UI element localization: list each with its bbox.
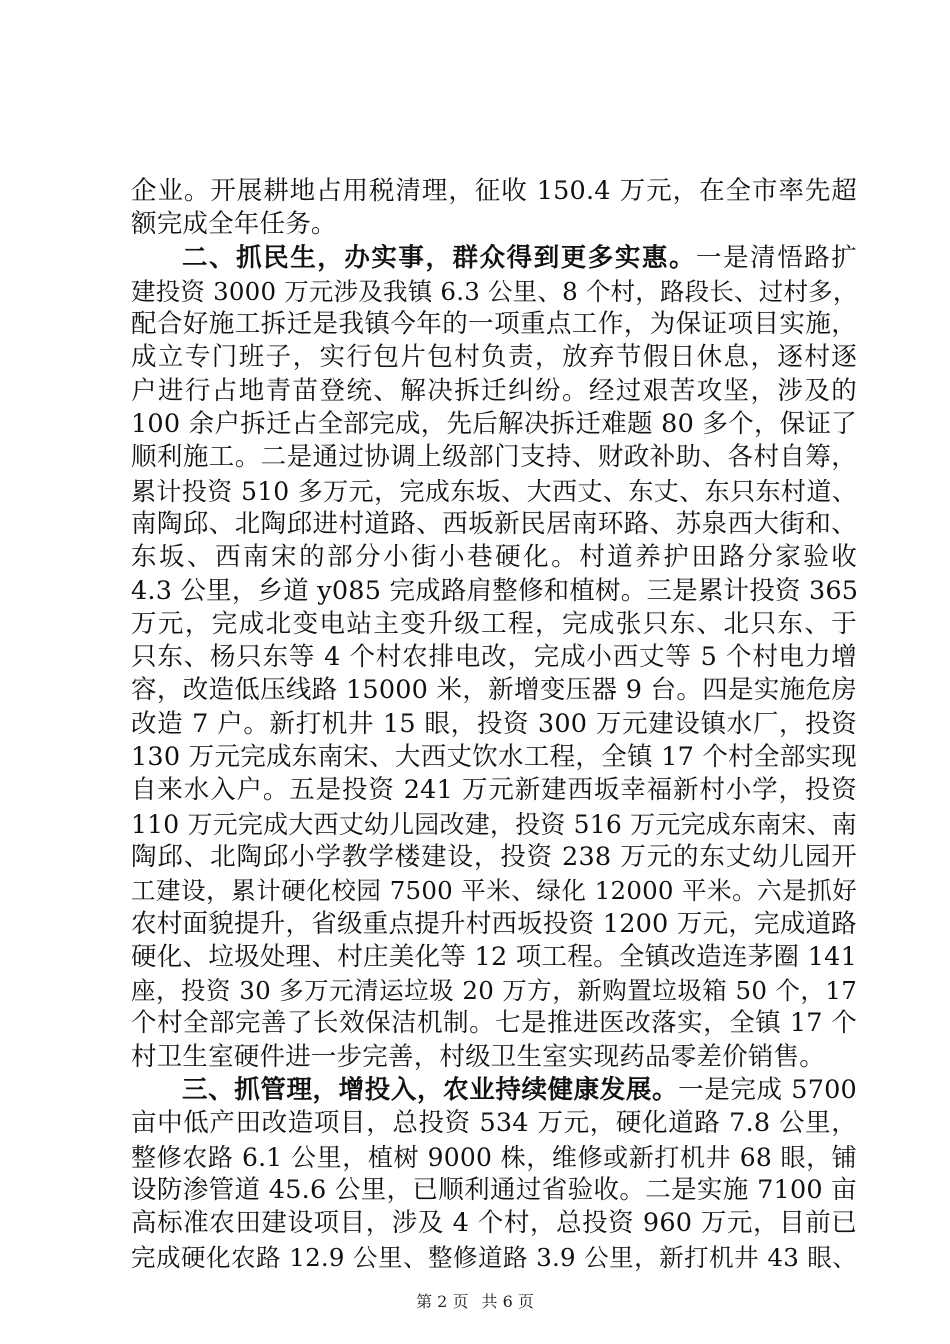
line-text: 亩中低产田改造项目，总投资 534 万元，硬化道路 7.8 公里， xyxy=(131,1108,857,1139)
text-line xyxy=(131,508,857,541)
text-line xyxy=(131,441,857,474)
text-line xyxy=(131,541,857,574)
line-text: 只东、杨只东等 4 个村农排电改，完成小西丈等 5 个村电力增 xyxy=(131,642,857,673)
document-body xyxy=(131,175,857,1274)
text-line xyxy=(131,575,857,608)
line-text: 设防渗管道 45.6 公里，已顺利通过省验收。二是实施 7100 亩 xyxy=(131,1174,857,1205)
text-line xyxy=(131,1074,857,1107)
page-footer xyxy=(0,1292,950,1312)
text-line xyxy=(131,608,857,641)
text-line xyxy=(131,874,857,907)
text-line xyxy=(131,641,857,674)
text-line xyxy=(131,1107,857,1140)
line-text: 企业。开展耕地占用税清理，征收 150.4 万元，在全市率先超 xyxy=(131,176,857,206)
text-line xyxy=(131,774,857,807)
page-number: 第 2 页 xyxy=(416,1292,469,1311)
line-text: 一是清悟路扩 xyxy=(696,242,857,273)
text-line xyxy=(131,1141,857,1174)
text-line xyxy=(131,375,857,408)
text-line xyxy=(131,808,857,841)
line-text: 容，改造低压线路 15000 米，新增变压器 9 台。四是实施危房 xyxy=(131,675,857,706)
line-text: 高标准农田建设项目，涉及 4 个村，总投资 960 万元，目前已 xyxy=(131,1208,857,1239)
text-line xyxy=(131,1241,857,1274)
line-text: 顺利施工。二是通过协调上级部门支持、财政补助、各村自筹， xyxy=(131,442,857,473)
text-line xyxy=(131,242,857,275)
line-text: 改造 7 户。新打机井 15 眼，投资 300 万元建设镇水厂，投资 xyxy=(131,708,857,739)
text-line xyxy=(131,908,857,941)
line-text: 农村面貌提升，省级重点提升村西坂投资 1200 万元，完成道路 xyxy=(131,908,857,939)
text-line xyxy=(131,175,857,208)
line-text: 配合好施工拆迁是我镇今年的一项重点工作，为保证项目实施， xyxy=(131,309,857,340)
text-line xyxy=(131,341,857,374)
line-text: 硬化、垃圾处理、村庄美化等 12 项工程。全镇改造连茅圈 141 xyxy=(131,941,857,972)
section-heading: 二、抓民生，办实事，群众得到更多实惠。 xyxy=(182,242,697,273)
line-text: 南陶邱、北陶邱进村道路、西坂新民居南环路、苏泉西大街和、 xyxy=(131,508,857,539)
text-line xyxy=(131,408,857,441)
text-line xyxy=(131,1007,857,1040)
line-text: 130 万元完成东南宋、大西丈饮水工程，全镇 17 个村全部实现 xyxy=(131,742,857,773)
text-line xyxy=(131,308,857,341)
text-line xyxy=(131,475,857,508)
line-text: 自来水入户。五是投资 241 万元新建西坂幸福新村小学，投资 xyxy=(131,775,857,806)
line-text: 个村全部完善了长效保洁机制。七是推进医改落实，全镇 17 个 xyxy=(131,1008,857,1039)
line-text: 累计投资 510 多万元，完成东坂、大西丈、东丈、东只东村道、 xyxy=(131,476,857,506)
line-text: 万元，完成北变电站主变升级工程，完成张只东、北只东、于 xyxy=(131,608,857,639)
text-line xyxy=(131,974,857,1007)
text-line xyxy=(131,708,857,741)
line-text: 工建设，累计硬化校园 7500 平米、绿化 12000 平米。六是抓好 xyxy=(131,876,857,906)
section-heading: 三、抓管理，增投入，农业持续健康发展。 xyxy=(182,1075,679,1106)
text-line xyxy=(131,1207,857,1240)
line-text: 户进行占地青苗登统、解决拆迁纠纷。经过艰苦攻坚，涉及的 xyxy=(131,375,857,406)
line-text: 一是完成 5700 xyxy=(678,1075,857,1106)
line-text: 建投资 3000 万元涉及我镇 6.3 公里、8 个村，路段长、过村多， xyxy=(131,276,858,306)
text-line xyxy=(131,1041,857,1074)
text-line xyxy=(131,941,857,974)
text-line xyxy=(131,841,857,874)
text-line xyxy=(131,1174,857,1207)
line-text: 4.3 公里，乡道 y085 完成路肩整修和植树。三是累计投资 365 xyxy=(131,575,859,606)
text-line xyxy=(131,741,857,774)
line-text: 陶邱、北陶邱小学教学楼建设，投资 238 万元的东丈幼儿园开 xyxy=(131,841,857,872)
line-text: 整修农路 6.1 公里，植树 9000 株，维修或新打机井 68 眼，铺 xyxy=(131,1142,857,1172)
text-line xyxy=(131,674,857,707)
line-text: 100 余户拆迁占全部完成，先后解决拆迁难题 80 多个，保证了 xyxy=(131,409,857,440)
line-text: 村卫生室硬件进一步完善，村级卫生室实现药品零差价销售。 xyxy=(131,1041,825,1072)
line-text: 额完成全年任务。 xyxy=(131,209,337,240)
text-line xyxy=(131,208,857,241)
text-line xyxy=(131,275,857,308)
line-text: 东坂、西南宋的部分小街小巷硬化。村道养护田路分家验收 xyxy=(131,542,857,573)
page-total: 共 6 页 xyxy=(481,1292,534,1311)
line-text: 完成硬化农路 12.9 公里、整修道路 3.9 公里，新打机井 43 眼、 xyxy=(131,1242,857,1272)
line-text: 成立专门班子，实行包片包村负责，放弃节假日休息，逐村逐 xyxy=(131,342,857,373)
line-text: 110 万元完成大西丈幼儿园改建，投资 516 万元完成东南宋、南 xyxy=(131,809,857,839)
line-text: 座，投资 30 多万元清运垃圾 20 万方，新购置垃圾箱 50 个，17 xyxy=(131,976,857,1006)
